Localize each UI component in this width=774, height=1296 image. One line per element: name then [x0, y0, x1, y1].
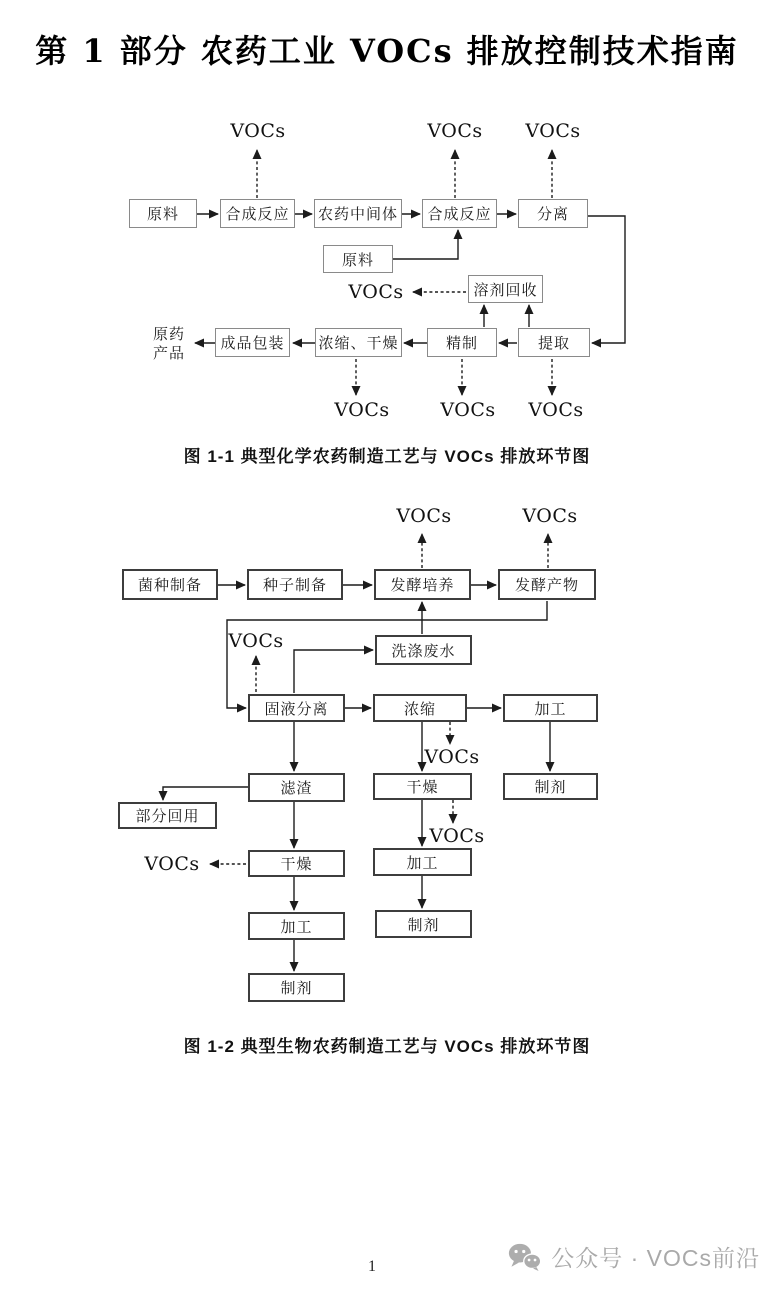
vocs-label: VOCs — [525, 120, 581, 142]
vocs-label: VOCs — [429, 825, 485, 847]
page-title: 第 1 部分 农药工业 VOCs 排放控制技术指南 — [35, 32, 739, 70]
node-separation: 分离 — [518, 199, 588, 228]
node-drying-left: 干燥 — [248, 850, 345, 877]
node-solvent-recovery: 溶剂回收 — [468, 275, 543, 303]
node-raw-material-1: 原料 — [129, 199, 197, 228]
node-filter-residue: 滤渣 — [248, 773, 345, 802]
vocs-label: VOCs — [230, 120, 286, 142]
vocs-label: VOCs — [396, 505, 452, 527]
node-concentration-drying: 浓缩、干燥 — [315, 328, 402, 357]
vocs-label: VOCs — [334, 399, 390, 421]
node-raw-material-2: 原料 — [323, 245, 393, 273]
node-solid-liquid-separation: 固液分离 — [248, 694, 345, 722]
watermark — [508, 1240, 760, 1273]
node-processing-right: 加工 — [503, 694, 598, 722]
vocs-label: VOCs — [427, 120, 483, 142]
node-refining: 精制 — [427, 328, 497, 357]
node-seed-preparation: 种子制备 — [247, 569, 343, 600]
vocs-label: VOCs — [228, 630, 284, 652]
node-synthesis-reaction-2: 合成反应 — [422, 199, 497, 228]
node-formulation-right: 制剂 — [503, 773, 598, 800]
vocs-label: VOCs — [528, 399, 584, 421]
figure1-caption: 图 1-1 典型化学农药制造工艺与 VOCs 排放环节图 — [183, 447, 591, 466]
figure2-caption: 图 1-2 典型生物农药制造工艺与 VOCs 排放环节图 — [183, 1037, 591, 1056]
vocs-label: VOCs — [144, 853, 200, 875]
figure2-arrows — [163, 534, 550, 971]
watermark-text: 公众号 · VOCs前沿 — [551, 1245, 760, 1271]
node-packaging: 成品包装 — [215, 328, 290, 357]
wechat-icon — [508, 1243, 542, 1271]
node-drying-middle: 干燥 — [373, 773, 472, 800]
node-partial-reuse: 部分回用 — [118, 802, 217, 829]
vocs-label: VOCs — [424, 746, 480, 768]
page-number: 1 — [368, 1258, 376, 1275]
node-strain-preparation: 菌种制备 — [122, 569, 218, 600]
node-formulation-middle: 制剂 — [375, 910, 472, 938]
node-pesticide-intermediate: 农药中间体 — [314, 199, 402, 228]
node-washing-wastewater: 洗涤废水 — [375, 635, 472, 665]
node-formulation-left: 制剂 — [248, 973, 345, 1002]
vocs-label: VOCs — [522, 505, 578, 527]
figure1-arrows — [195, 150, 625, 395]
node-fermentation-product: 发酵产物 — [498, 569, 596, 600]
vocs-label: VOCs — [348, 281, 404, 303]
node-processing-left: 加工 — [248, 912, 345, 940]
node-extraction: 提取 — [518, 328, 590, 357]
node-synthesis-reaction-1: 合成反应 — [220, 199, 295, 228]
label-technical-product: 原药产品 — [152, 327, 185, 362]
node-fermentation-culture: 发酵培养 — [374, 569, 471, 600]
node-processing-middle: 加工 — [373, 848, 472, 876]
node-concentration: 浓缩 — [373, 694, 467, 722]
vocs-label: VOCs — [440, 399, 496, 421]
